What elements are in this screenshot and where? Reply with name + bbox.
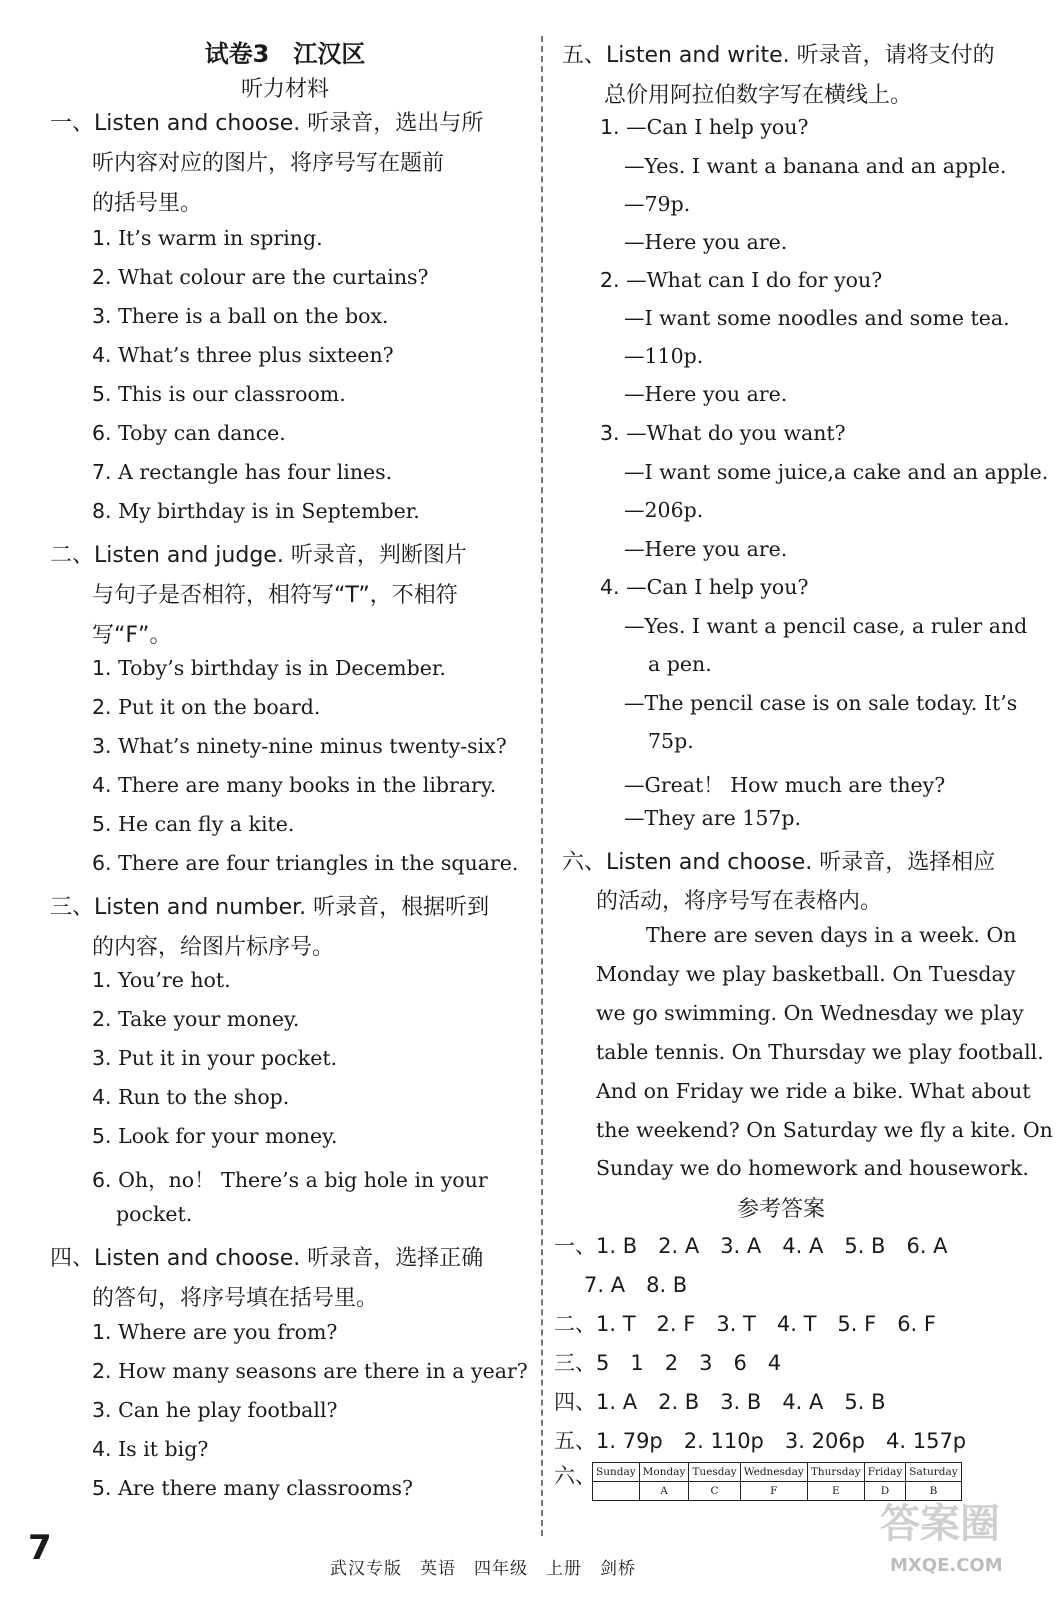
- item-number: 1.: [92, 656, 119, 680]
- transcript-line: [596, 1001, 1024, 1025]
- item-number: 5.: [92, 812, 119, 836]
- item-number: 4.: [92, 1085, 119, 1109]
- line-text: 写“F”。: [92, 623, 172, 648]
- transcript-line: [596, 1118, 1053, 1142]
- line-text: 的括号里。: [92, 191, 203, 216]
- item-number: 3.: [92, 304, 119, 328]
- line-text: —Can I help you?: [626, 575, 809, 599]
- line-text: table tennis. On Thursday we play football.: [596, 1040, 1044, 1064]
- transcript-line: [92, 851, 518, 875]
- line-text: 听内容对应的图片，将序号写在题前: [92, 151, 445, 176]
- transcript-line: [624, 498, 703, 522]
- line-text: —What do you want?: [626, 421, 846, 445]
- watermark-logo: 答案圈: [880, 1501, 1000, 1547]
- schedule-days-row: [593, 1463, 962, 1482]
- item-number: 4.: [600, 575, 627, 599]
- transcript-line: [596, 1156, 1029, 1180]
- schedule-answer-cell: D: [864, 1482, 906, 1501]
- transcript-line: [646, 923, 1016, 947]
- line-text: 75p.: [648, 729, 694, 753]
- schedule-answer-cell: A: [639, 1482, 689, 1501]
- item-number: 8.: [92, 499, 119, 523]
- line-text: 的答句，将序号填在括号里。: [92, 1286, 379, 1311]
- transcript-line: [92, 1398, 338, 1422]
- transcript-line: [624, 306, 1010, 330]
- section-heading: [50, 538, 467, 569]
- line-text: It’s warm in spring.: [118, 226, 323, 250]
- section-heading: [92, 618, 171, 649]
- item-number: 1.: [92, 968, 119, 992]
- line-text: Monday we play basketball. On Tuesday: [596, 962, 1016, 986]
- item-number: 1.: [92, 1320, 119, 1344]
- line-text: 总价用阿拉伯数字写在横线上。: [604, 83, 913, 108]
- transcript-line: [92, 1046, 337, 1070]
- item-number: 2.: [92, 1007, 119, 1031]
- transcript-line: [92, 968, 231, 992]
- transcript-line: [92, 421, 286, 445]
- item-number: 1.: [600, 115, 627, 139]
- line-text: 四、Listen and choose. 听录音，选择正确: [50, 1246, 484, 1271]
- line-text: —The pencil case is on sale today. It’s: [624, 691, 1018, 715]
- transcript-line: [92, 226, 323, 250]
- answer-line: 三、5 1 2 3 6 4: [554, 1351, 782, 1375]
- line-text: You’re hot.: [118, 968, 231, 992]
- item-number: 3.: [92, 734, 119, 758]
- item-number: 4.: [92, 773, 119, 797]
- line-text: —206p.: [624, 498, 704, 522]
- answer-line: 四、1. A 2. B 3. B 4. A 5. B: [554, 1390, 886, 1414]
- line-text: Look for your money.: [118, 1124, 338, 1148]
- item-number: 4.: [92, 1437, 119, 1461]
- line-text: What colour are the curtains?: [118, 265, 429, 289]
- item-number: 2.: [92, 695, 119, 719]
- line-text: He can fly a kite.: [118, 812, 295, 836]
- item-number: 5.: [92, 1476, 119, 1500]
- schedule-answer-cell: [593, 1482, 640, 1501]
- line-text: Put it in your pocket.: [118, 1046, 338, 1070]
- line-text: —79p.: [624, 192, 691, 216]
- paper-subtitle: 听力材料: [240, 77, 329, 102]
- schedule-day-cell: Wednesday: [740, 1463, 807, 1482]
- transcript-line: [92, 656, 446, 680]
- page-number: 7: [28, 1528, 52, 1568]
- column-divider: [541, 36, 543, 1536]
- line-text: 三、Listen and number. 听录音，根据听到: [50, 895, 490, 920]
- section-heading: [50, 890, 489, 921]
- transcript-line: [624, 614, 1027, 638]
- item-number: 7.: [92, 460, 119, 484]
- line-text: This is our classroom.: [118, 382, 346, 406]
- answer-line: 一、1. B 2. A 3. A 4. A 5. B 6. A: [554, 1234, 948, 1258]
- line-text: Is it big?: [118, 1437, 209, 1461]
- line-text: pocket.: [116, 1202, 193, 1226]
- transcript-line: [600, 268, 882, 292]
- transcript-line: [624, 230, 787, 254]
- item-number: 3.: [92, 1046, 119, 1070]
- transcript-line: [596, 1079, 1030, 1103]
- line-text: —They are 157p.: [624, 806, 802, 830]
- transcript-line: [92, 1359, 528, 1383]
- line-text: —110p.: [624, 344, 704, 368]
- section-heading: [92, 578, 458, 609]
- section-heading: [596, 884, 882, 915]
- transcript-line: [596, 962, 1015, 986]
- schedule-answer-cell: C: [689, 1482, 740, 1501]
- line-text: —What can I do for you?: [626, 268, 883, 292]
- line-text: What’s three plus sixteen?: [118, 343, 394, 367]
- section-heading: [737, 1192, 825, 1223]
- item-number: 6.: [92, 1168, 119, 1192]
- paper-title: 试卷3 江汉区: [204, 40, 366, 68]
- transcript-line: [92, 265, 429, 289]
- line-text: 五、Listen and write. 听录音，请将支付的: [562, 43, 995, 68]
- transcript-line: [624, 460, 1048, 484]
- item-number: 5.: [92, 1124, 119, 1148]
- transcript-line: [92, 734, 507, 758]
- section-heading: [50, 106, 483, 137]
- line-text: 一、Listen and choose. 听录音，选出与所: [50, 111, 484, 136]
- transcript-line: [92, 1085, 289, 1109]
- transcript-line: [648, 729, 694, 753]
- transcript-line: [92, 460, 392, 484]
- watermark-url: MXQE.COM: [890, 1555, 1003, 1576]
- transcript-line: [116, 1202, 192, 1226]
- transcript-line: [92, 1437, 208, 1461]
- line-text: 的内容，给图片标序号。: [92, 935, 335, 960]
- schedule-answer-cell: E: [807, 1482, 864, 1501]
- answer-line: 六、: [554, 1464, 596, 1488]
- transcript-line: [600, 421, 846, 445]
- item-number: 3.: [92, 1398, 119, 1422]
- line-text: What’s ninety-nine minus twenty-six?: [118, 734, 507, 758]
- item-number: 5.: [92, 382, 119, 406]
- line-text: Sunday we do homework and housework.: [596, 1156, 1029, 1180]
- transcript-line: [624, 537, 787, 561]
- item-number: 2.: [92, 1359, 119, 1383]
- schedule-day-cell: Sunday: [593, 1463, 640, 1482]
- line-text: Oh，no！ There’s a big hole in your: [118, 1168, 488, 1192]
- line-text: There are seven days in a week. On: [646, 923, 1017, 947]
- section-heading: [562, 845, 995, 876]
- line-text: the weekend? On Saturday we fly a kite. On: [596, 1118, 1053, 1142]
- line-text: a pen.: [648, 652, 712, 676]
- item-number: 2.: [600, 268, 627, 292]
- line-text: —Yes. I want a banana and an apple.: [624, 154, 1007, 178]
- line-text: 六、Listen and choose. 听录音，选择相应: [562, 850, 996, 875]
- transcript-line: [92, 343, 394, 367]
- item-number: 4.: [92, 343, 119, 367]
- schedule-day-cell: Friday: [864, 1463, 906, 1482]
- section-heading: [604, 78, 912, 109]
- line-text: 参考答案: [737, 1197, 826, 1222]
- line-text: How many seasons are there in a year?: [118, 1359, 528, 1383]
- line-text: 二、Listen and judge. 听录音，判断图片: [50, 543, 467, 568]
- section-heading: [92, 1281, 378, 1312]
- answer-line: 二、1. T 2. F 3. T 4. T 5. F 6. F: [554, 1312, 936, 1336]
- transcript-line: [92, 1124, 338, 1148]
- line-text: 的活动，将序号写在表格内。: [596, 889, 883, 914]
- transcript-line: [648, 652, 712, 676]
- section-heading: [562, 38, 995, 69]
- line-text: A rectangle has four lines.: [118, 460, 393, 484]
- line-text: —Here you are.: [624, 230, 788, 254]
- answer-line: 五、1. 79p 2. 110p 3. 206p 4. 157p: [554, 1429, 967, 1453]
- schedule-day-cell: Saturday: [906, 1463, 961, 1482]
- line-text: Toby can dance.: [118, 421, 286, 445]
- line-text: we go swimming. On Wednesday we play: [596, 1001, 1024, 1025]
- transcript-line: [624, 806, 801, 830]
- line-text: Are there many classrooms?: [118, 1476, 414, 1500]
- line-text: There is a ball on the box.: [118, 304, 389, 328]
- line-text: Can he play football?: [118, 1398, 338, 1422]
- item-number: 1.: [92, 226, 119, 250]
- line-text: —I want some juice,a cake and an apple.: [624, 460, 1049, 484]
- line-text: There are many books in the library.: [118, 773, 497, 797]
- schedule-answer-cell: F: [740, 1482, 807, 1501]
- schedule-day-cell: Thursday: [807, 1463, 864, 1482]
- schedule-day-cell: Tuesday: [689, 1463, 740, 1482]
- line-text: Run to the shop.: [118, 1085, 290, 1109]
- item-number: 6.: [92, 851, 119, 875]
- section-heading: [50, 1241, 483, 1272]
- line-text: There are four triangles in the square.: [118, 851, 519, 875]
- line-text: Put it on the board.: [118, 695, 321, 719]
- item-number: 2.: [92, 265, 119, 289]
- line-text: —Great！ How much are they?: [624, 773, 946, 797]
- schedule-answer-cell: B: [906, 1482, 961, 1501]
- transcript-line: [92, 499, 420, 523]
- line-text: Take your money.: [118, 1007, 300, 1031]
- transcript-line: [92, 812, 294, 836]
- answer-line: 7. A 8. B: [584, 1273, 688, 1297]
- transcript-line: [92, 1320, 337, 1344]
- section-heading: [92, 930, 334, 961]
- item-number: 3.: [600, 421, 627, 445]
- transcript-line: [92, 304, 389, 328]
- line-text: Toby’s birthday is in December.: [118, 656, 446, 680]
- transcript-line: [624, 154, 1006, 178]
- transcript-line: [92, 382, 346, 406]
- transcript-line: [600, 575, 808, 599]
- line-text: 与句子是否相符，相符写“T”，不相符: [92, 583, 458, 608]
- schedule-day-cell: Monday: [639, 1463, 689, 1482]
- page-footer: 武汉专版 英语 四年级 上册 剑桥: [330, 1559, 636, 1579]
- transcript-line: [92, 695, 320, 719]
- line-text: —Here you are.: [624, 537, 788, 561]
- transcript-line: [600, 115, 808, 139]
- transcript-line: [624, 344, 703, 368]
- transcript-line: [596, 1040, 1044, 1064]
- transcript-line: [92, 1476, 413, 1500]
- line-text: —I want some noodles and some tea.: [624, 306, 1010, 330]
- transcript-line: [624, 192, 690, 216]
- transcript-line: [92, 1163, 488, 1193]
- line-text: —Yes. I want a pencil case, a ruler and: [624, 614, 1028, 638]
- line-text: Where are you from?: [118, 1320, 338, 1344]
- section-heading: [92, 186, 202, 217]
- transcript-line: [624, 691, 1017, 715]
- transcript-line: [624, 768, 945, 798]
- line-text: My birthday is in September.: [118, 499, 420, 523]
- item-number: 6.: [92, 421, 119, 445]
- transcript-line: [92, 773, 496, 797]
- line-text: —Can I help you?: [626, 115, 809, 139]
- line-text: And on Friday we ride a bike. What about: [596, 1079, 1031, 1103]
- transcript-line: [92, 1007, 299, 1031]
- transcript-line: [624, 382, 787, 406]
- section-heading: [92, 146, 444, 177]
- line-text: —Here you are.: [624, 382, 788, 406]
